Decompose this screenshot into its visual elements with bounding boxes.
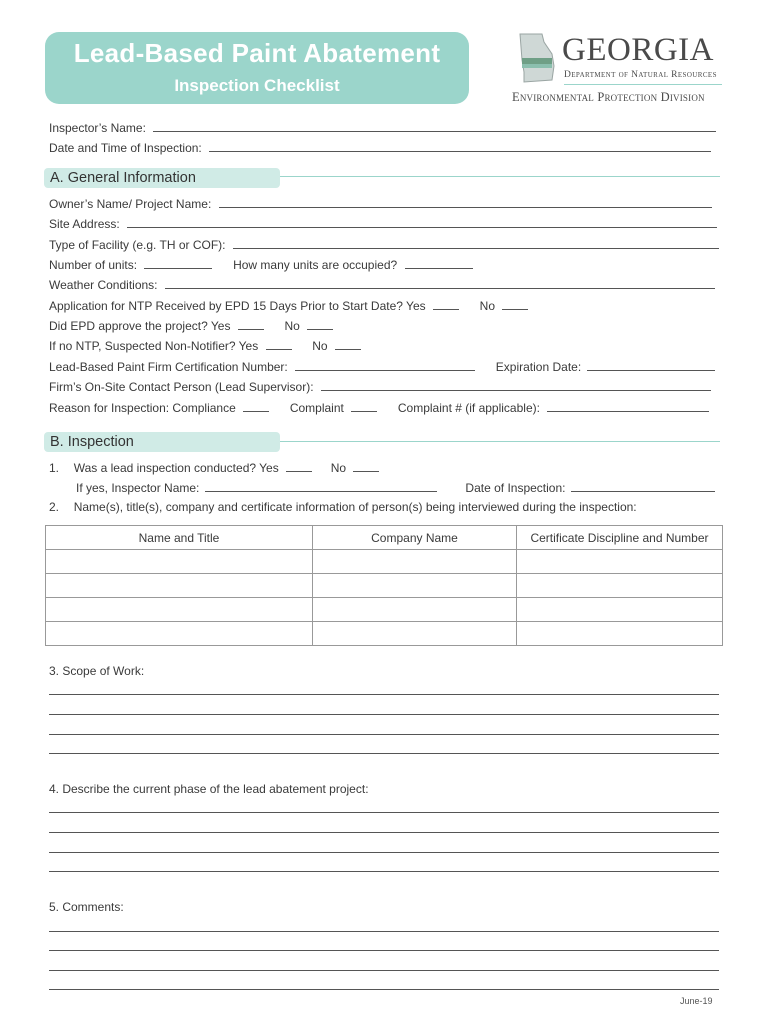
approve-yes-field[interactable] xyxy=(238,318,264,330)
complaint-field[interactable] xyxy=(351,400,377,412)
table-cell[interactable] xyxy=(313,574,517,598)
table-cell[interactable] xyxy=(313,550,517,574)
q1-inspector-field[interactable] xyxy=(205,480,437,492)
q1-date-field[interactable] xyxy=(571,480,715,492)
phase-line[interactable] xyxy=(49,871,719,872)
section-b-rule xyxy=(280,441,720,442)
table-cell[interactable] xyxy=(46,622,313,646)
site-label: Site Address: xyxy=(49,217,120,231)
table-header-company: Company Name xyxy=(313,526,517,550)
scope-label: 3. Scope of Work: xyxy=(49,664,145,678)
interviewee-table xyxy=(45,525,723,646)
facility-label: Type of Facility (e.g. TH or COF): xyxy=(49,238,226,252)
contact-row xyxy=(49,379,711,394)
scope-line[interactable] xyxy=(49,734,719,735)
approve-no-field[interactable] xyxy=(307,318,333,330)
facility-row xyxy=(49,237,719,252)
q2-label: Name(s), title(s), company and certificate information of person(s) being interviewed during the inspection: xyxy=(73,500,637,514)
page-subtitle: Inspection Checklist xyxy=(174,76,340,95)
ntp-row xyxy=(49,298,528,313)
phase-line[interactable] xyxy=(49,852,719,853)
section-a-rule xyxy=(280,176,720,177)
comments-label: 5. Comments: xyxy=(49,900,124,914)
complaint-num-field[interactable] xyxy=(547,400,709,412)
table-cell[interactable] xyxy=(517,574,723,598)
table-cell[interactable] xyxy=(313,598,517,622)
owner-row xyxy=(49,196,712,211)
scope-line[interactable] xyxy=(49,753,719,754)
phase-line[interactable] xyxy=(49,812,719,813)
comments-line[interactable] xyxy=(49,950,719,951)
table-cell[interactable] xyxy=(313,622,517,646)
non-notifier-label: If no NTP, Suspected Non-Notifier? Yes xyxy=(49,339,259,353)
section-a-title: A. General Information xyxy=(50,170,196,186)
non-notifier-row xyxy=(49,338,361,353)
title-banner xyxy=(45,32,469,104)
q1-label: Was a lead inspection conducted? Yes xyxy=(73,461,279,475)
comments-line[interactable] xyxy=(49,931,719,932)
non-notifier-yes-field[interactable] xyxy=(266,338,292,350)
weather-field[interactable] xyxy=(165,277,715,289)
weather-label: Weather Conditions: xyxy=(49,278,158,292)
table-header-row xyxy=(46,526,723,550)
footer-date: June-19 xyxy=(680,996,713,1006)
expiration-field[interactable] xyxy=(587,359,715,371)
q1-yes-field[interactable] xyxy=(286,460,312,472)
q1-inspector-row xyxy=(76,480,715,495)
ntp-no-label: No xyxy=(479,299,496,313)
complaint-num-label: Complaint # (if applicable): xyxy=(397,401,540,415)
owner-field[interactable] xyxy=(219,196,712,208)
occupied-field[interactable] xyxy=(405,257,473,269)
table-cell[interactable] xyxy=(517,550,723,574)
owner-label: Owner’s Name/ Project Name: xyxy=(49,197,212,211)
units-field[interactable] xyxy=(144,257,212,269)
table-cell[interactable] xyxy=(517,622,723,646)
approve-label: Did EPD approve the project? Yes xyxy=(49,319,231,333)
ntp-label: Application for NTP Received by EPD 15 Days Prior to Start Date? Yes xyxy=(49,299,426,313)
occupied-label: How many units are occupied? xyxy=(233,258,398,272)
scope-line[interactable] xyxy=(49,694,719,695)
non-notifier-no-label: No xyxy=(312,339,328,353)
firm-cert-label: Lead-Based Paint Firm Certification Number: xyxy=(49,360,288,374)
table-cell[interactable] xyxy=(46,550,313,574)
georgia-epd-logo xyxy=(512,30,727,106)
scope-line[interactable] xyxy=(49,714,719,715)
q1-inspector-label: If yes, Inspector Name: xyxy=(76,481,200,495)
expiration-label: Expiration Date: xyxy=(495,360,582,374)
q1-no-label: No xyxy=(330,461,347,475)
table-header-name: Name and Title xyxy=(46,526,313,550)
table-cell[interactable] xyxy=(46,598,313,622)
logo-division: Environmental Protection Division xyxy=(512,90,705,104)
date-time-label: Date and Time of Inspection: xyxy=(49,141,202,155)
q1-row xyxy=(49,460,379,475)
logo-divider xyxy=(564,84,722,85)
q1-no-field[interactable] xyxy=(353,460,379,472)
section-b-header xyxy=(44,432,280,452)
table-row xyxy=(46,598,723,622)
compliance-field[interactable] xyxy=(243,400,269,412)
contact-label: Firm’s On-Site Contact Person (Lead Supervisor): xyxy=(49,380,314,394)
ntp-no-field[interactable] xyxy=(502,298,528,310)
table-cell[interactable] xyxy=(517,598,723,622)
site-row xyxy=(49,216,717,231)
site-field[interactable] xyxy=(127,216,717,228)
approve-row xyxy=(49,318,333,333)
firm-cert-row xyxy=(49,359,715,374)
comments-line[interactable] xyxy=(49,989,719,990)
reason-label: Reason for Inspection: Compliance xyxy=(49,401,236,415)
inspector-name-label: Inspector’s Name: xyxy=(49,121,146,135)
facility-field[interactable] xyxy=(233,237,719,249)
date-time-field[interactable] xyxy=(209,140,711,152)
page-title: Lead-Based Paint Abatement xyxy=(73,38,441,68)
phase-label: 4. Describe the current phase of the lead abatement project: xyxy=(49,782,369,796)
table-row xyxy=(46,622,723,646)
ntp-yes-field[interactable] xyxy=(433,298,459,310)
table-cell[interactable] xyxy=(46,574,313,598)
units-row xyxy=(49,257,473,272)
logo-name: GEORGIA xyxy=(562,32,714,68)
phase-line[interactable] xyxy=(49,832,719,833)
q1-number: 1. xyxy=(49,461,60,475)
approve-no-label: No xyxy=(284,319,300,333)
section-b-title: B. Inspection xyxy=(50,434,134,450)
inspector-name-field[interactable] xyxy=(153,120,716,132)
contact-field[interactable] xyxy=(321,379,711,391)
weather-row xyxy=(49,277,715,292)
table-row xyxy=(46,574,723,598)
complaint-label: Complaint xyxy=(289,401,344,415)
section-a-header xyxy=(44,168,280,188)
inspector-name-row xyxy=(49,120,716,135)
firm-cert-field[interactable] xyxy=(295,359,475,371)
table-header-certificate: Certificate Discipline and Number xyxy=(517,526,723,550)
table-row xyxy=(46,550,723,574)
date-time-row xyxy=(49,140,711,155)
q1-date-label: Date of Inspection: xyxy=(465,481,566,495)
units-label: Number of units: xyxy=(49,258,138,272)
comments-line[interactable] xyxy=(49,970,719,971)
reason-row xyxy=(49,400,709,415)
q2-number: 2. xyxy=(49,500,60,514)
q2-row xyxy=(49,500,637,514)
logo-department: Department of Natural Resources xyxy=(564,70,717,80)
non-notifier-no-field[interactable] xyxy=(335,338,361,350)
georgia-state-icon xyxy=(516,32,558,84)
